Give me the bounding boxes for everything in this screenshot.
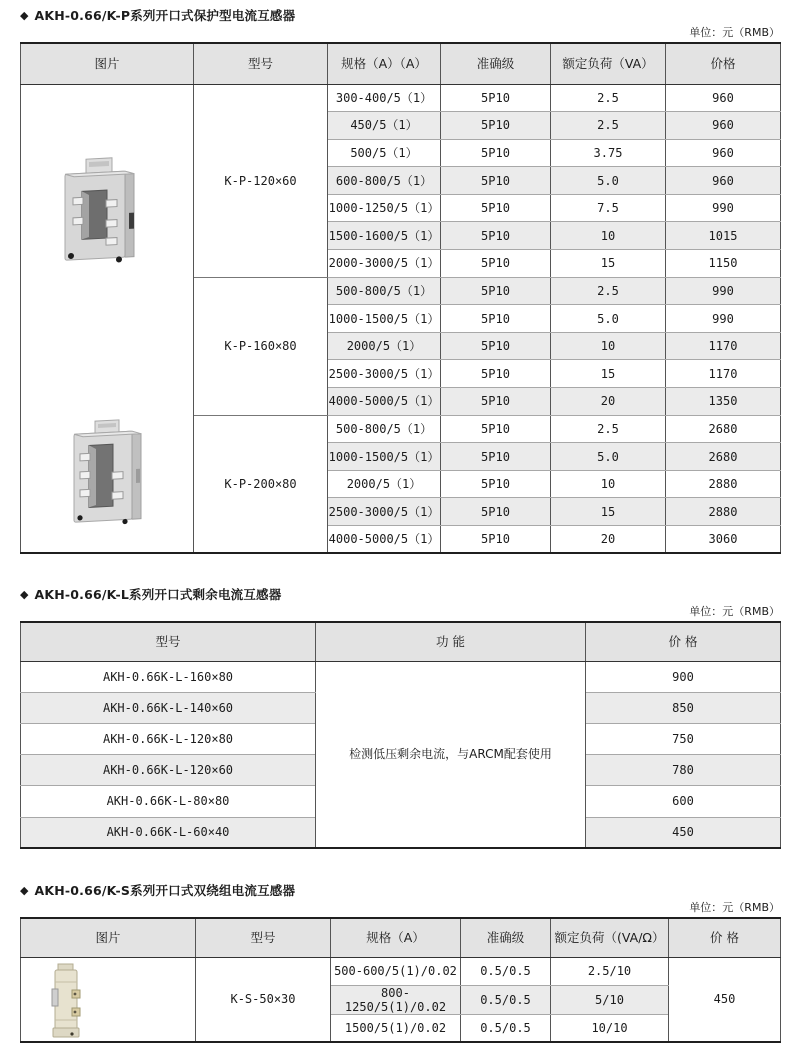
spec-cell: 2500-3000/5（1） bbox=[328, 498, 441, 526]
spec-cell: 300-400/5（1） bbox=[328, 84, 441, 112]
table-row bbox=[21, 84, 781, 112]
price-cell: 1170 bbox=[666, 332, 781, 360]
burden-cell: 5.0 bbox=[551, 167, 666, 195]
price-cell: 750 bbox=[586, 723, 781, 754]
burden-cell: 2.5 bbox=[551, 277, 666, 305]
ks-header-image: 图片 bbox=[21, 918, 196, 957]
accuracy-cell: 5P10 bbox=[441, 388, 551, 416]
accuracy-cell: 5P10 bbox=[441, 498, 551, 526]
spec-cell: 450/5（1） bbox=[328, 112, 441, 140]
price-cell: 1015 bbox=[666, 222, 781, 250]
accuracy-cell: 5P10 bbox=[441, 415, 551, 443]
model-cell: K-S-50×30 bbox=[196, 957, 331, 1042]
section-ks-title: AKH-0.66/K-S系列开口式双绕组电流互感器 bbox=[34, 883, 296, 899]
model-cell: AKH-0.66K-L-80×80 bbox=[21, 786, 316, 817]
burden-cell: 15 bbox=[551, 250, 666, 278]
ks-header-burden: 额定负荷（(VA/Ω） bbox=[551, 918, 669, 957]
burden-cell: 10 bbox=[551, 470, 666, 498]
kp-header-row bbox=[21, 43, 781, 84]
spec-cell: 2000/5（1） bbox=[328, 470, 441, 498]
kp-header-model: 型号 bbox=[194, 43, 328, 84]
section-ks-heading bbox=[20, 884, 780, 898]
burden-cell: 10 bbox=[551, 332, 666, 360]
ks-header-spec: 规格（A） bbox=[331, 918, 461, 957]
accuracy-cell: 5P10 bbox=[441, 139, 551, 167]
price-cell: 1170 bbox=[666, 360, 781, 388]
unit-label: 单位：元（RMB） bbox=[689, 26, 780, 39]
spec-cell: 2000-3000/5（1） bbox=[328, 250, 441, 278]
kl-header-function: 功 能 bbox=[316, 622, 586, 661]
model-cell: K-P-120×60 bbox=[194, 84, 328, 277]
price-cell: 850 bbox=[586, 692, 781, 723]
open-type-ct-square-photo-icon bbox=[51, 147, 141, 276]
burden-cell: 10/10 bbox=[551, 1014, 669, 1042]
spec-cell: 500-600/5(1)/0.02 bbox=[331, 957, 461, 985]
kp-header-price: 价格 bbox=[666, 43, 781, 84]
accuracy-cell: 5P10 bbox=[441, 443, 551, 471]
price-cell: 450 bbox=[669, 957, 781, 1042]
burden-cell: 2.5 bbox=[551, 415, 666, 443]
price-cell: 990 bbox=[666, 277, 781, 305]
price-cell: 450 bbox=[586, 817, 781, 848]
burden-cell: 2.5 bbox=[551, 84, 666, 112]
spec-cell: 1500/5(1)/0.02 bbox=[331, 1014, 461, 1042]
accuracy-cell: 5P10 bbox=[441, 84, 551, 112]
burden-cell: 2.5/10 bbox=[551, 957, 669, 985]
kl-price-table bbox=[20, 621, 781, 849]
ks-price-table bbox=[20, 917, 781, 1043]
diamond-bullet-icon: ◆ bbox=[20, 9, 29, 22]
catalog-page bbox=[0, 9, 800, 1043]
burden-cell: 20 bbox=[551, 388, 666, 416]
price-cell: 780 bbox=[586, 755, 781, 786]
section-kp-title: AKH-0.66/K-P系列开口式保护型电流互感器 bbox=[34, 8, 296, 23]
section-kp-heading bbox=[20, 9, 780, 23]
dual-winding-ct-small-photo-icon bbox=[48, 962, 86, 1040]
price-cell: 960 bbox=[666, 112, 781, 140]
spec-cell: 1000-1500/5（1） bbox=[328, 443, 441, 471]
spec-cell: 800-1250/5(1)/0.02 bbox=[331, 985, 461, 1014]
accuracy-cell: 0.5/0.5 bbox=[461, 985, 551, 1014]
burden-cell: 10 bbox=[551, 222, 666, 250]
model-cell: K-P-160×80 bbox=[194, 277, 328, 415]
accuracy-cell: 5P10 bbox=[441, 112, 551, 140]
section-kl-heading bbox=[20, 588, 780, 602]
price-cell: 3060 bbox=[666, 526, 781, 554]
image-cell bbox=[21, 957, 196, 1042]
kp-header-image: 图片 bbox=[21, 43, 194, 84]
accuracy-cell: 5P10 bbox=[441, 526, 551, 554]
kl-header-price: 价 格 bbox=[586, 622, 781, 661]
model-cell: AKH-0.66K-L-160×80 bbox=[21, 661, 316, 692]
price-cell: 2880 bbox=[666, 470, 781, 498]
price-cell: 990 bbox=[666, 305, 781, 333]
burden-cell: 3.75 bbox=[551, 139, 666, 167]
spec-cell: 4000-5000/5（1） bbox=[328, 526, 441, 554]
kl-header-row bbox=[21, 622, 781, 661]
burden-cell: 7.5 bbox=[551, 194, 666, 222]
model-cell: AKH-0.66K-L-120×60 bbox=[21, 755, 316, 786]
price-cell: 960 bbox=[666, 84, 781, 112]
accuracy-cell: 0.5/0.5 bbox=[461, 957, 551, 985]
image-cell bbox=[21, 84, 194, 553]
price-cell: 600 bbox=[586, 786, 781, 817]
price-cell: 990 bbox=[666, 194, 781, 222]
kp-header-burden: 额定负荷（VA） bbox=[551, 43, 666, 84]
spec-cell: 500-800/5（1） bbox=[328, 415, 441, 443]
spec-cell: 1000-1500/5（1） bbox=[328, 305, 441, 333]
kp-header-spec: 规格（A）（A） bbox=[328, 43, 441, 84]
price-cell: 1350 bbox=[666, 388, 781, 416]
accuracy-cell: 5P10 bbox=[441, 194, 551, 222]
section-kl-title: AKH-0.66/K-L系列开口式剩余电流互感器 bbox=[34, 587, 282, 603]
spec-cell: 4000-5000/5（1） bbox=[328, 388, 441, 416]
model-cell: AKH-0.66K-L-120×80 bbox=[21, 723, 316, 754]
kl-header-model: 型号 bbox=[21, 622, 316, 661]
accuracy-cell: 0.5/0.5 bbox=[461, 1014, 551, 1042]
diamond-bullet-icon: ◆ bbox=[20, 884, 29, 898]
burden-cell: 5.0 bbox=[551, 443, 666, 471]
price-cell: 2880 bbox=[666, 498, 781, 526]
price-cell: 960 bbox=[666, 139, 781, 167]
unit-label: 单位：元（RMB） bbox=[689, 605, 780, 619]
accuracy-cell: 5P10 bbox=[441, 222, 551, 250]
price-cell: 1150 bbox=[666, 250, 781, 278]
model-cell: K-P-200×80 bbox=[194, 415, 328, 553]
accuracy-cell: 5P10 bbox=[441, 250, 551, 278]
spec-cell: 1500-1600/5（1） bbox=[328, 222, 441, 250]
price-cell: 2680 bbox=[666, 443, 781, 471]
ks-header-accuracy: 准确级 bbox=[461, 918, 551, 957]
price-cell: 2680 bbox=[666, 415, 781, 443]
ks-header-row bbox=[21, 918, 781, 957]
burden-cell: 5.0 bbox=[551, 305, 666, 333]
accuracy-cell: 5P10 bbox=[441, 277, 551, 305]
accuracy-cell: 5P10 bbox=[441, 332, 551, 360]
kp-header-accuracy: 准确级 bbox=[441, 43, 551, 84]
accuracy-cell: 5P10 bbox=[441, 305, 551, 333]
price-cell: 960 bbox=[666, 167, 781, 195]
spec-cell: 500/5（1） bbox=[328, 139, 441, 167]
burden-cell: 20 bbox=[551, 526, 666, 554]
model-cell: AKH-0.66K-L-60×40 bbox=[21, 817, 316, 848]
kp-price-table bbox=[20, 42, 781, 554]
burden-cell: 5/10 bbox=[551, 985, 669, 1014]
ks-header-model: 型号 bbox=[196, 918, 331, 957]
model-cell: AKH-0.66K-L-140×60 bbox=[21, 692, 316, 723]
burden-cell: 15 bbox=[551, 360, 666, 388]
accuracy-cell: 5P10 bbox=[441, 470, 551, 498]
function-cell: 检测低压剩余电流，与ARCM配套使用 bbox=[316, 661, 586, 848]
diamond-bullet-icon: ◆ bbox=[20, 588, 29, 602]
open-type-ct-tall-photo-icon bbox=[59, 413, 151, 533]
accuracy-cell: 5P10 bbox=[441, 360, 551, 388]
ks-header-price: 价 格 bbox=[669, 918, 781, 957]
accuracy-cell: 5P10 bbox=[441, 167, 551, 195]
price-cell: 900 bbox=[586, 661, 781, 692]
spec-cell: 600-800/5（1） bbox=[328, 167, 441, 195]
spec-cell: 2500-3000/5（1） bbox=[328, 360, 441, 388]
table-row bbox=[21, 661, 781, 692]
burden-cell: 2.5 bbox=[551, 112, 666, 140]
burden-cell: 15 bbox=[551, 498, 666, 526]
spec-cell: 2000/5（1） bbox=[328, 332, 441, 360]
spec-cell: 500-800/5（1） bbox=[328, 277, 441, 305]
spec-cell: 1000-1250/5（1） bbox=[328, 194, 441, 222]
unit-label: 单位：元（RMB） bbox=[689, 901, 780, 915]
table-row bbox=[21, 957, 781, 985]
